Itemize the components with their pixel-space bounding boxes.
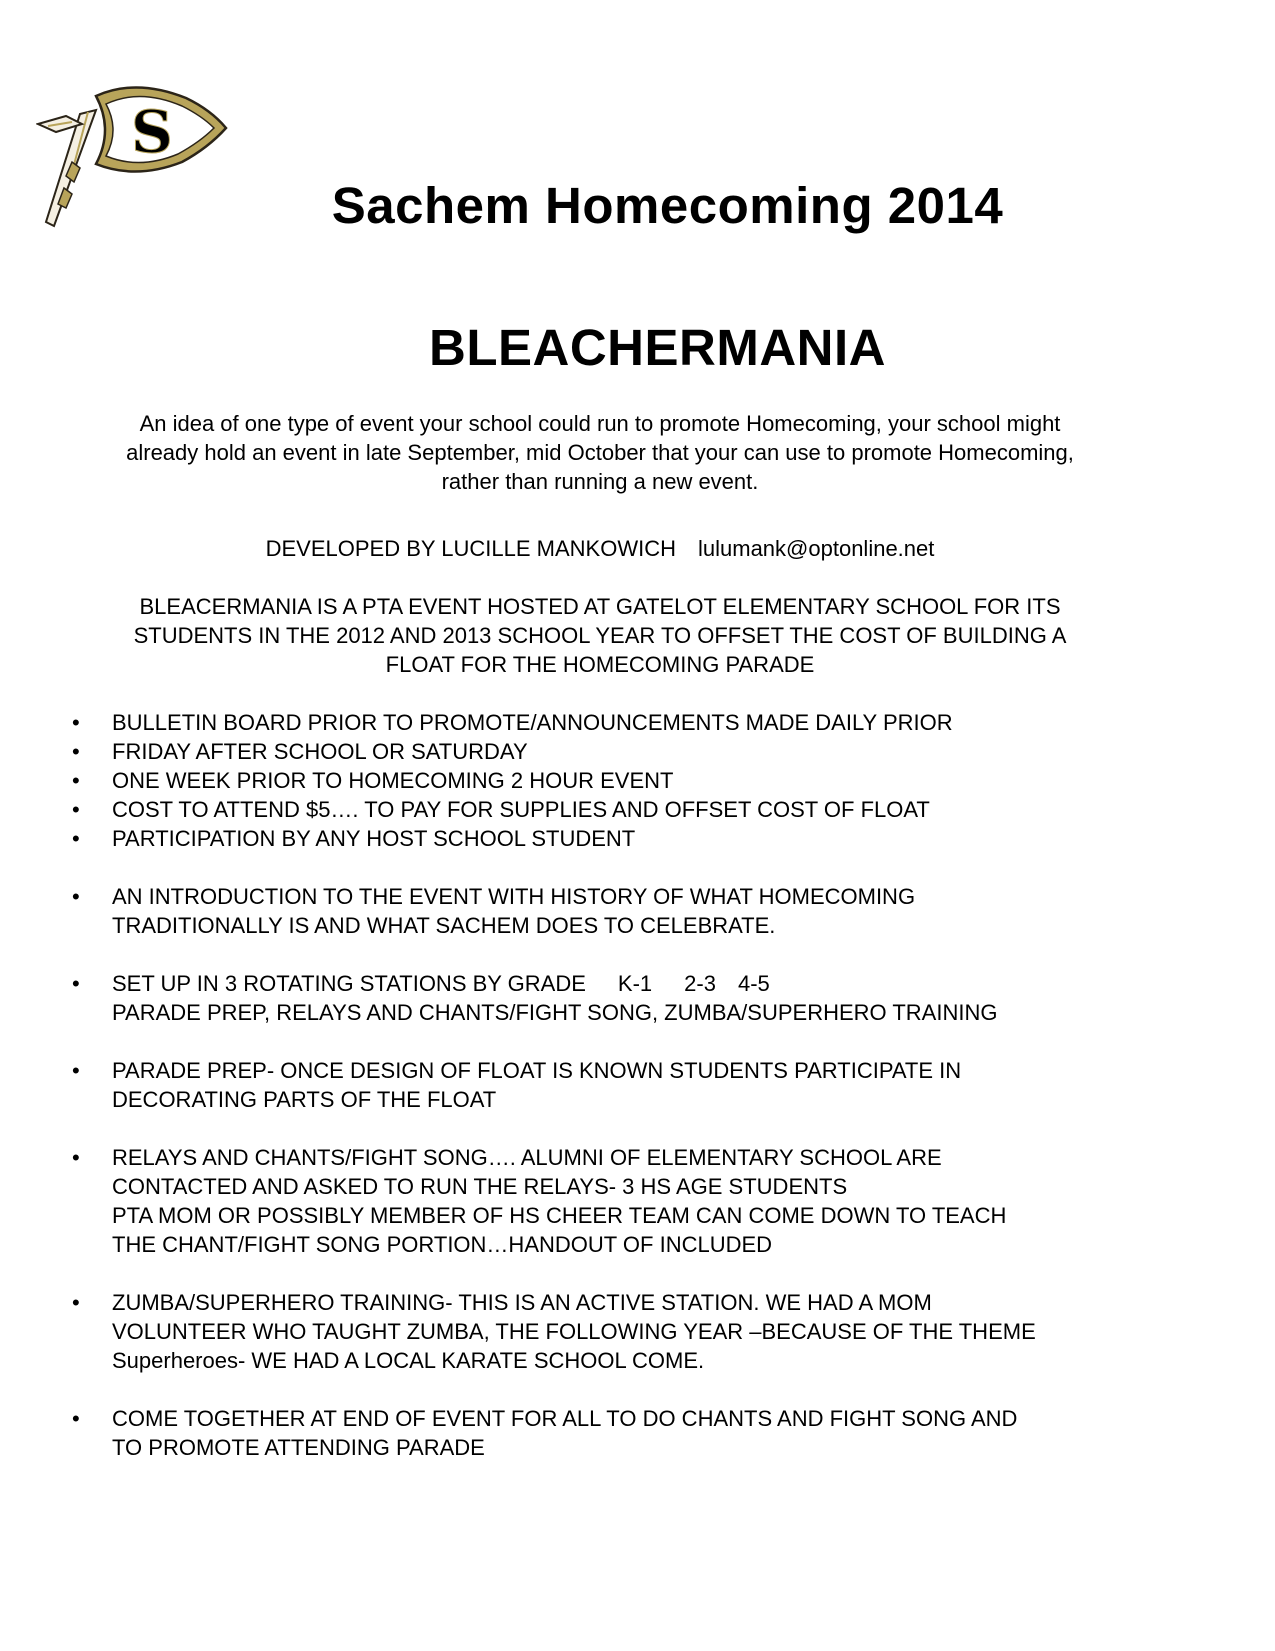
list-item-text: PTA MOM OR POSSIBLY MEMBER OF HS CHEER TEAM CAN COME DOWN TO TEACH: [112, 1203, 1007, 1228]
list-item: [72, 882, 1222, 940]
list-item-text: TO PROMOTE ATTENDING PARADE: [112, 1435, 485, 1460]
list-item-text: • COST TO ATTEND $5…. TO PAY FOR SUPPLIES AND OFFSET COST OF FLOAT: [112, 797, 930, 822]
stations-lead: SET UP IN 3 ROTATING STATIONS BY GRADE: [112, 971, 586, 996]
logo-letter: S: [131, 98, 173, 166]
list-item: [72, 1404, 1222, 1462]
list-item: [72, 737, 1222, 766]
list-item-stations: [72, 969, 1222, 1027]
list-item: [72, 708, 1222, 737]
list-item-text: • PARTICIPATION BY ANY HOST SCHOOL STUDENT: [112, 826, 636, 851]
list-item-text: PARADE PREP, RELAYS AND CHANTS/FIGHT SONG, ZUMBA/SUPERHERO TRAINING: [112, 1000, 998, 1025]
list-item-text: • PARADE PREP- ONCE DESIGN OF FLOAT IS KNOWN STUDENTS PARTICIPATE IN: [112, 1058, 962, 1083]
list-item-text: • COME TOGETHER AT END OF EVENT FOR ALL TO DO CHANTS AND FIGHT SONG AND: [112, 1406, 1018, 1431]
event-title: BLEACHERMANIA: [429, 319, 886, 376]
grade-group: K-1: [617, 971, 653, 996]
list-item-text: DECORATING PARTS OF THE FLOAT: [112, 1087, 497, 1112]
list-item-text: • RELAYS AND CHANTS/FIGHT SONG…. ALUMNI OF ELEMENTARY SCHOOL ARE: [112, 1145, 942, 1170]
list-item-text: • AN INTRODUCTION TO THE EVENT WITH HISTORY OF WHAT HOMECOMING: [112, 884, 916, 909]
intro-line: already hold an event in late September, mid October that your can use to promote Homecoming,: [126, 440, 1074, 465]
list-item-text: VOLUNTEER WHO TAUGHT ZUMBA, THE FOLLOWING YEAR –BECAUSE OF THE THEME: [112, 1319, 1036, 1344]
list-item: [72, 1143, 1222, 1259]
intro-line: An idea of one type of event your school could run to promote Homecoming, your school might: [139, 411, 1061, 436]
event-details-list: [72, 708, 1222, 1462]
list-item-text: • ONE WEEK PRIOR TO HOMECOMING 2 HOUR EVENT: [112, 768, 674, 793]
developer-credit: [40, 534, 1160, 563]
list-item-text: TRADITIONALLY IS AND WHAT SACHEM DOES TO CELEBRATE.: [112, 913, 776, 938]
list-item-text: • FRIDAY AFTER SCHOOL OR SATURDAY: [112, 739, 528, 764]
list-item: [72, 795, 1222, 824]
list-item: [72, 824, 1222, 853]
list-item-text: CONTACTED AND ASKED TO RUN THE RELAYS- 3 HS AGE STUDENTS: [112, 1174, 848, 1199]
summary-line: STUDENTS IN THE 2012 AND 2013 SCHOOL YEAR TO OFFSET THE COST OF BUILDING A: [133, 623, 1067, 648]
intro-line: rather than running a new event.: [441, 469, 759, 494]
list-item: [72, 1288, 1222, 1375]
grade-group: 4-5: [737, 971, 770, 996]
developer-name: DEVELOPED BY LUCILLE MANKOWICH: [265, 536, 676, 561]
intro-paragraph: [40, 409, 1160, 496]
event-summary: [40, 592, 1160, 679]
page-title: Sachem Homecoming 2014: [331, 177, 1004, 234]
list-item-text: • ZUMBA/SUPERHERO TRAINING- THIS IS AN ACTIVE STATION. WE HAD A MOM: [112, 1290, 932, 1315]
list-item: [72, 766, 1222, 795]
list-item-text: [112, 969, 1222, 998]
list-item-text: Superheroes- WE HAD A LOCAL KARATE SCHOOL COME.: [112, 1348, 705, 1373]
list-item-text: THE CHANT/FIGHT SONG PORTION…HANDOUT OF INCLUDED: [112, 1232, 773, 1257]
grade-group: 2-3: [684, 971, 716, 996]
summary-line: BLEACERMANIA IS A PTA EVENT HOSTED AT GATELOT ELEMENTARY SCHOOL FOR ITS: [139, 594, 1061, 619]
list-item-text: • BULLETIN BOARD PRIOR TO PROMOTE/ANNOUNCEMENTS MADE DAILY PRIOR: [112, 710, 953, 735]
list-item: [72, 1056, 1222, 1114]
summary-line: FLOAT FOR THE HOMECOMING PARADE: [385, 652, 815, 677]
developer-email: lulumank@optonline.net: [698, 536, 935, 561]
